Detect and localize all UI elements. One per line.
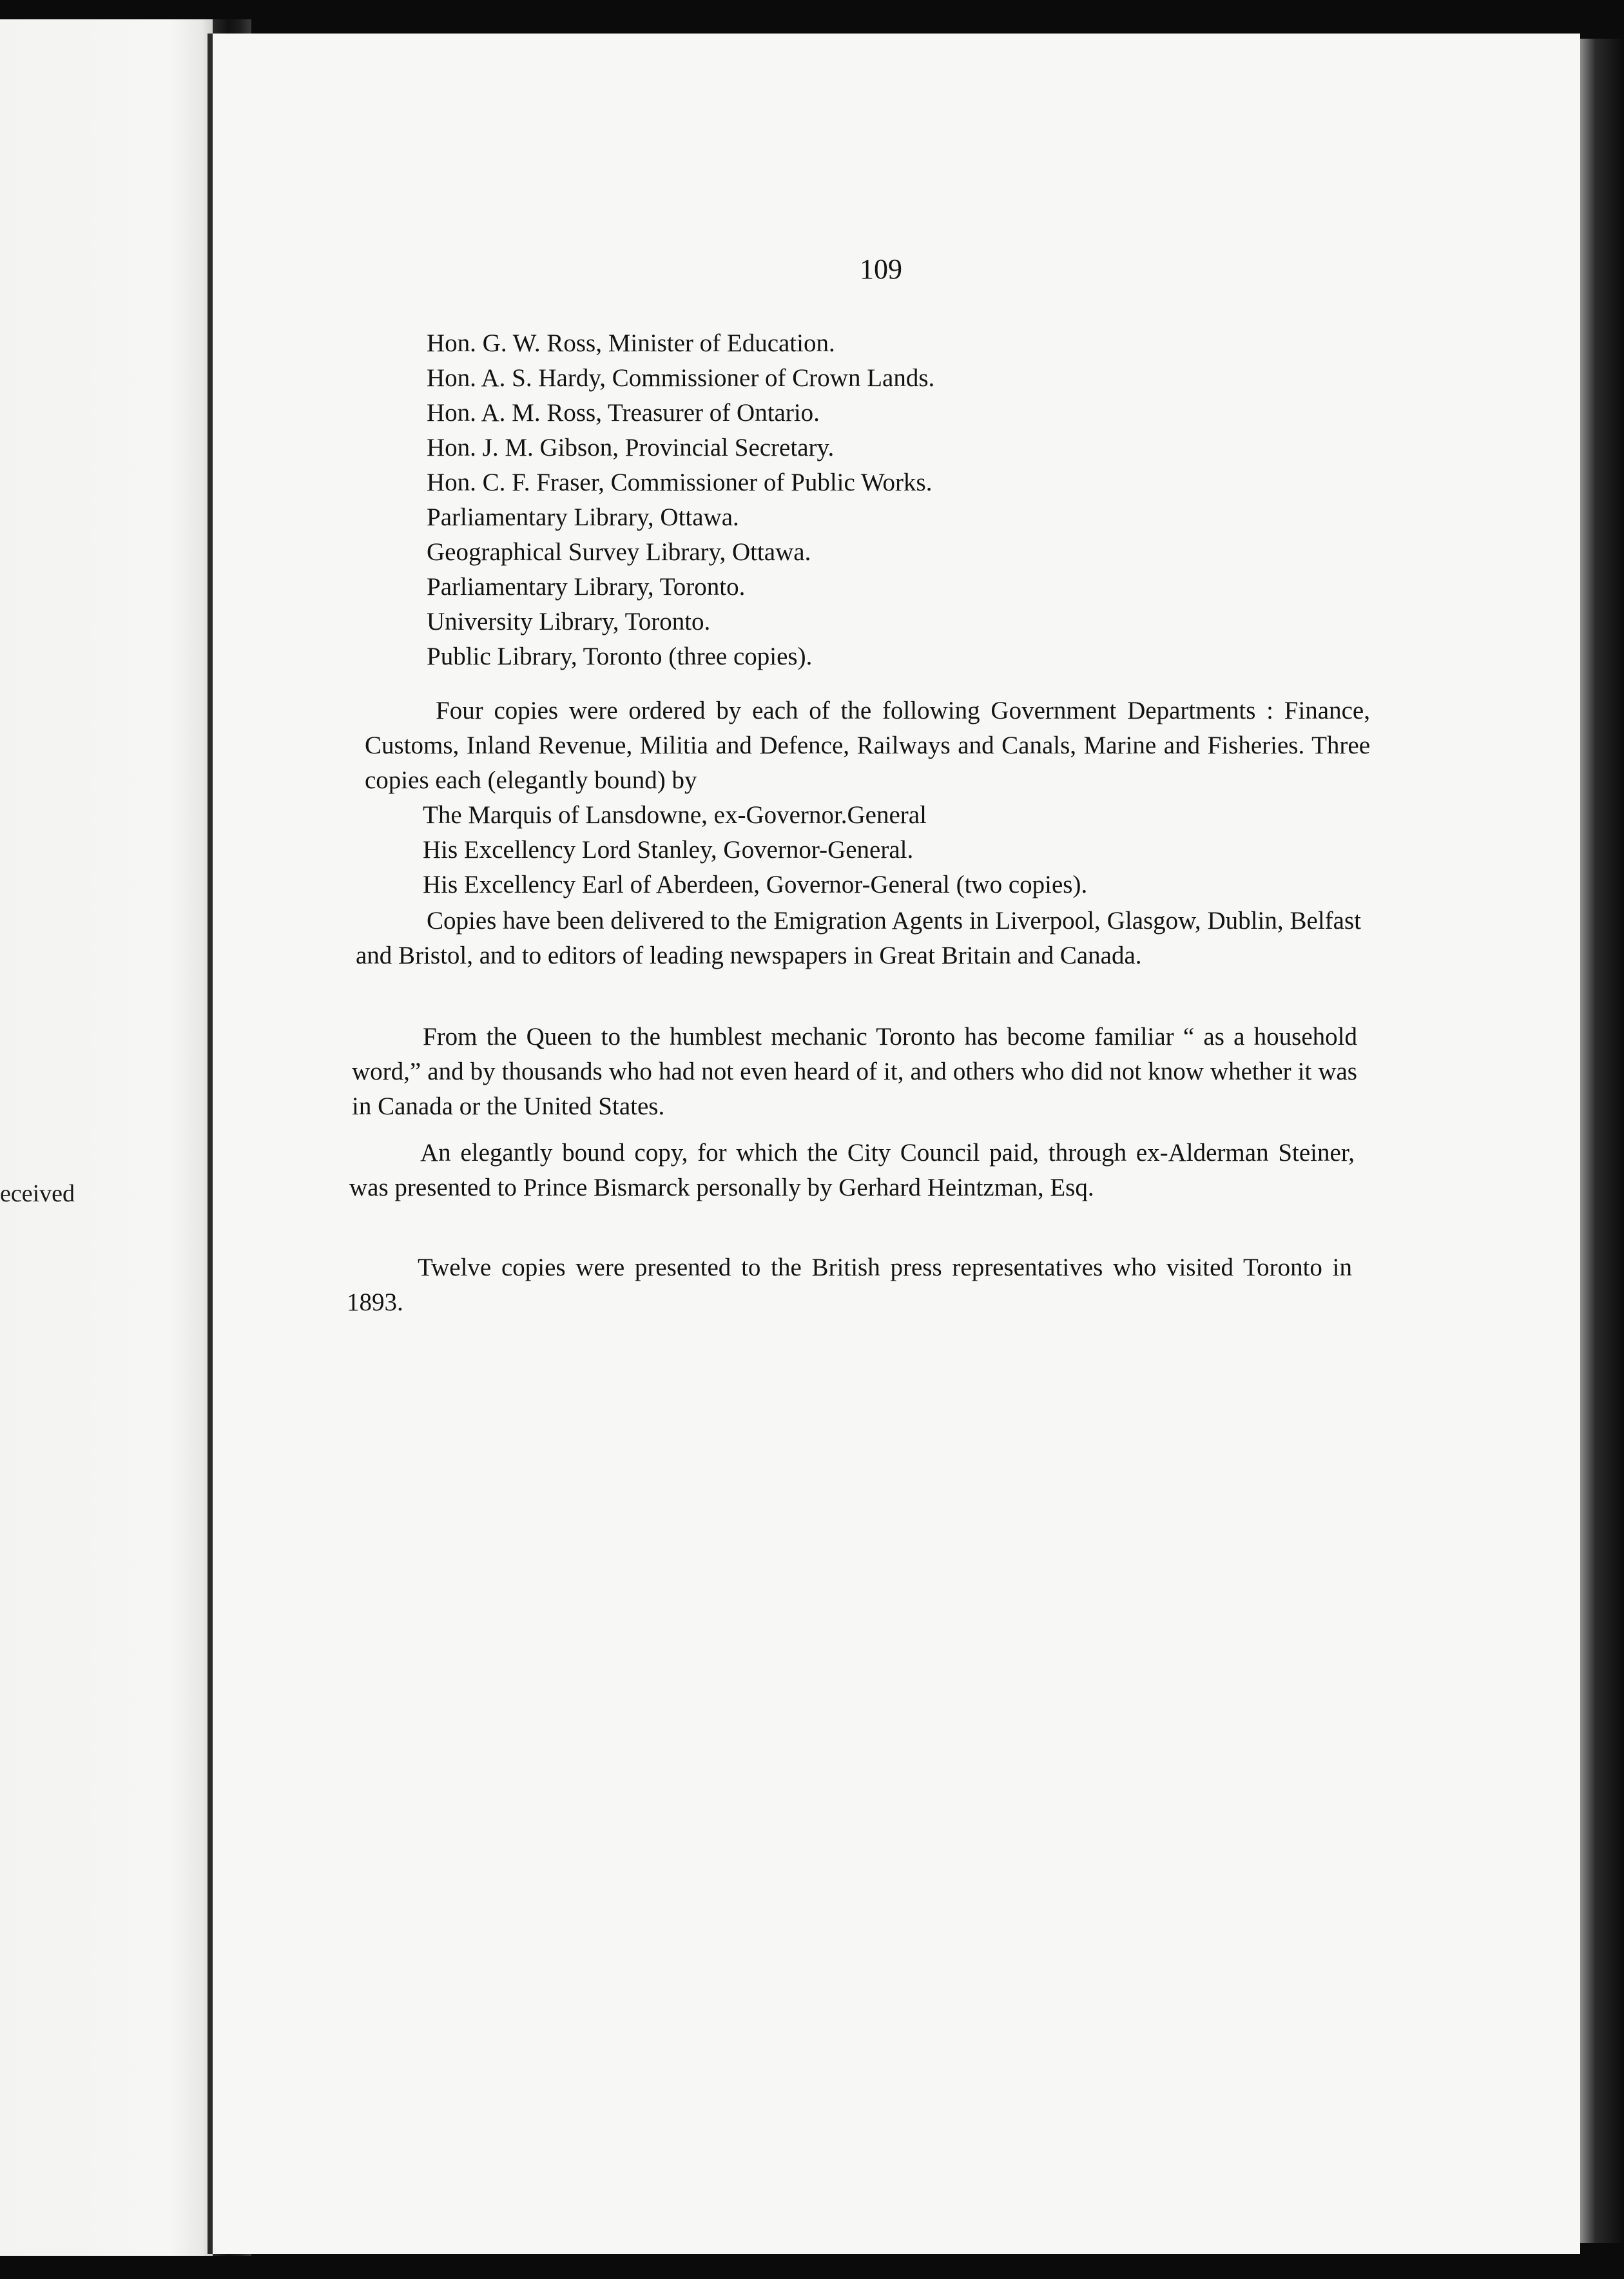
list-item: Hon. A. S. Hardy, Commissioner of Crown Lands. bbox=[427, 364, 935, 392]
governor-item: The Marquis of Lansdowne, ex-Governor.General bbox=[423, 801, 927, 829]
list-item: University Library, Toronto. bbox=[427, 608, 711, 635]
press-paragraph: Twelve copies were presented to the British press representatives who visited Toronto in 1893. bbox=[347, 1254, 1352, 1316]
recipients-list bbox=[427, 326, 1136, 674]
governor-item: His Excellency Lord Stanley, Governor-General. bbox=[423, 836, 914, 864]
emigration-block bbox=[356, 904, 1361, 973]
list-item: Hon. J. M. Gibson, Provincial Secretary. bbox=[427, 434, 835, 461]
list-item: Public Library, Toronto (three copies). bbox=[427, 643, 813, 670]
departments-paragraph: Four copies were ordered by each of the following Government Departments : Finance, Customs, Inland Revenue, Militia and Defence, Railways and Canals, Marine and Fisheries. Three copies each (elegantly bound) by bbox=[365, 697, 1370, 794]
list-item: Parliamentary Library, Toronto. bbox=[427, 573, 746, 601]
list-item: Parliamentary Library, Ottawa. bbox=[427, 503, 739, 531]
list-item: Hon. A. M. Ross, Treasurer of Ontario. bbox=[427, 399, 820, 427]
list-item: Hon. G. W. Ross, Minister of Education. bbox=[427, 329, 835, 357]
press-block bbox=[347, 1250, 1352, 1320]
bismarck-block bbox=[349, 1136, 1355, 1205]
right-page-edge-shadow bbox=[1580, 39, 1624, 2243]
left-facing-page bbox=[0, 19, 213, 2256]
left-page-edge-text: eceived bbox=[0, 1180, 75, 1207]
list-item: Geographical Survey Library, Ottawa. bbox=[427, 538, 811, 566]
departments-block bbox=[365, 693, 1370, 902]
bismarck-paragraph: An elegantly bound copy, for which the City Council paid, through ex-Alderman Steiner, was presented to Prince Bismarck personally by Gerhard Heintzman, Esq. bbox=[349, 1139, 1355, 1201]
emigration-paragraph: Copies have been delivered to the Emigration Agents in Liverpool, Glasgow, Dublin, Belfast and Bristol, and to editors of leading newspapers in Great Britain and Canada. bbox=[356, 907, 1361, 969]
list-item: Hon. C. F. Fraser, Commissioner of Public Works. bbox=[427, 469, 933, 496]
governor-item: His Excellency Earl of Aberdeen, Governor-General (two copies). bbox=[423, 871, 1088, 898]
page-number: 109 bbox=[860, 253, 902, 285]
queen-block bbox=[352, 1020, 1357, 1124]
queen-paragraph: From the Queen to the humblest mechanic Toronto has become familiar “ as a household word,” and by thousands who had not even heard of it, and others who did not know whether it was in Canada or the United States. bbox=[352, 1023, 1357, 1120]
